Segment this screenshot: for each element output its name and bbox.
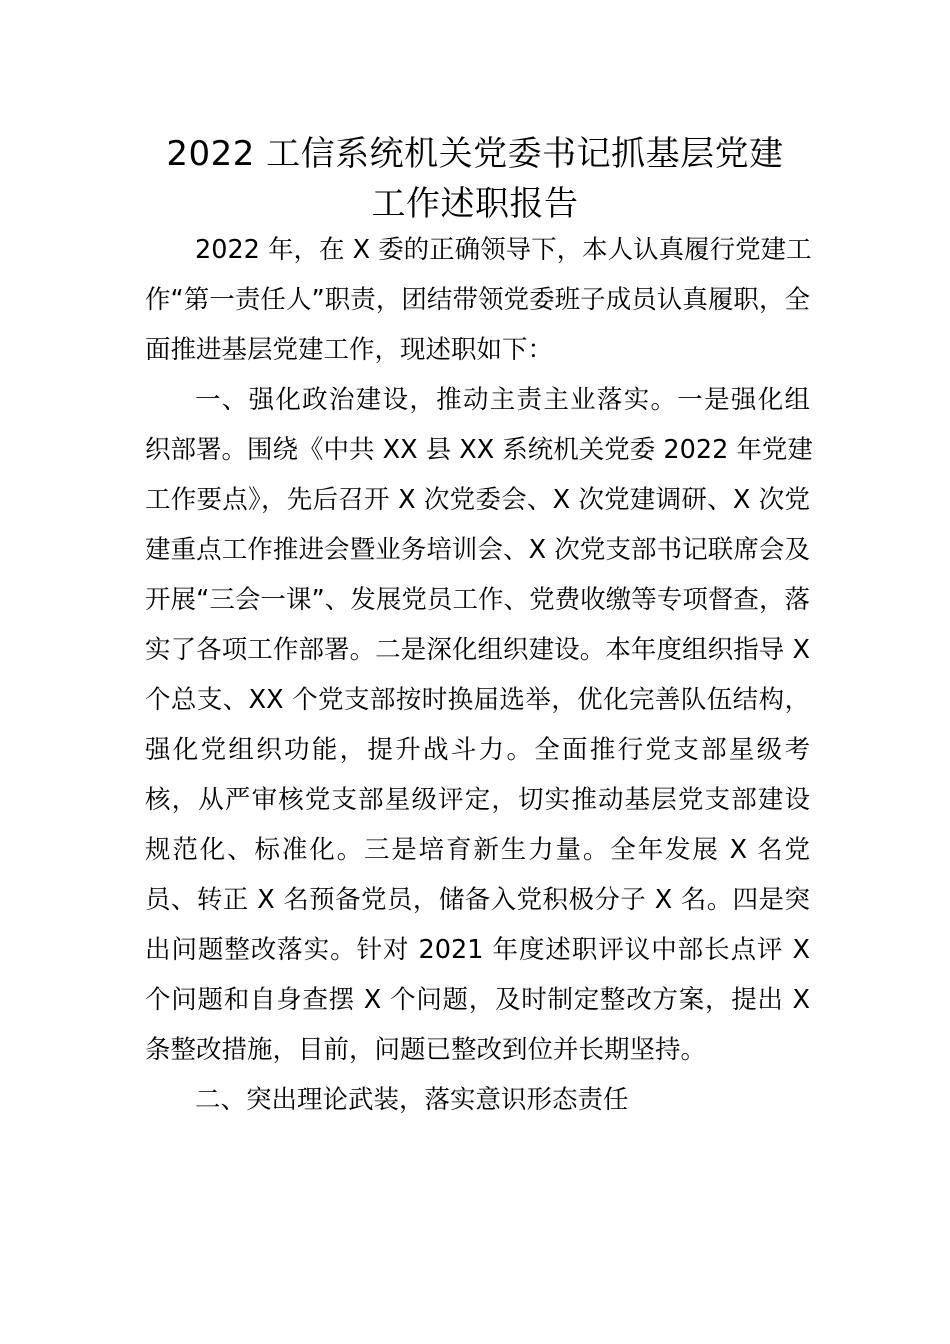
paragraph-line: 建重点工作推进会暨业务培训会、X 次党支部书记联席会及	[145, 535, 810, 565]
paragraph-line: 条整改措施，目前，问题已整改到位并长期坚持。	[145, 1035, 707, 1065]
section-heading-line: 一、强化政治建设，推动主责主业落实。一是强化组	[195, 385, 810, 415]
section-heading-line: 二、突出理论武装，落实意识形态责任	[195, 1085, 629, 1115]
paragraph-line: 实了各项工作部署。二是深化组织建设。本年度组织指导 X	[145, 635, 810, 665]
paragraph-line: 强化党组织功能，提升战斗力。全面推行党支部星级考	[145, 735, 810, 765]
document-title-line-2: 工作述职报告	[371, 184, 579, 224]
document-title-line-1: 2022 工信系统机关党委书记抓基层党建	[166, 134, 784, 174]
paragraph-line: 2022 年，在 X 委的正确领导下，本人认真履行党建工	[195, 235, 812, 265]
paragraph-line: 个问题和自身查摆 X 个问题，及时制定整改方案，提出 X	[145, 985, 810, 1015]
paragraph-line: 作“第一责任人”职责，团结带领党委班子成员认真履职，全	[145, 285, 810, 315]
paragraph-line: 个总支、XX 个党支部按时换届选举，优化完善队伍结构，	[145, 685, 810, 715]
paragraph-line: 工作要点》，先后召开 X 次党委会、X 次党建调研、X 次党	[145, 485, 810, 515]
paragraph-line: 出问题整改落实。针对 2021 年度述职评议中部长点评 X	[145, 935, 810, 965]
paragraph-line: 员、转正 X 名预备党员，储备入党积极分子 X 名。四是突	[145, 885, 810, 915]
paragraph-line: 织部署。围绕《中共 XX 县 XX 系统机关党委 2022 年党建	[145, 435, 813, 465]
paragraph-line: 规范化、标准化。三是培育新生力量。全年发展 X 名党	[145, 835, 810, 865]
paragraph-line: 核，从严审核党支部星级评定，切实推动基层党支部建设	[145, 785, 810, 815]
paragraph-line: 开展“三会一课”、发展党员工作、党费收缴等专项督查，落	[145, 585, 810, 615]
paragraph-line: 面推进基层党建工作，现述职如下：	[145, 335, 554, 365]
